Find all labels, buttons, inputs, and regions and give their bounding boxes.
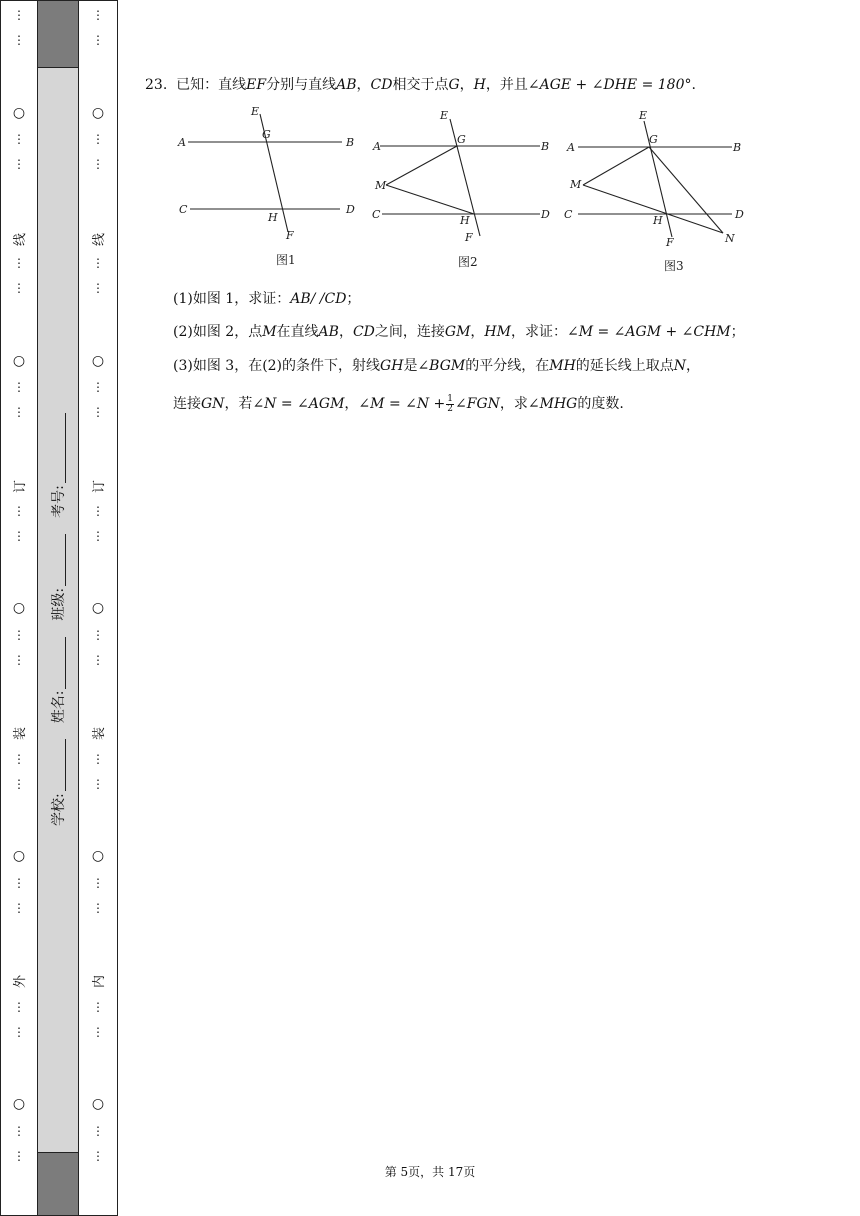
number-label: 考号:: [51, 485, 67, 518]
school-label: 学校:: [51, 793, 67, 826]
page-footer: 第 5页，共 17页: [384, 1165, 476, 1179]
dot-glyph: ⋮: [13, 628, 25, 642]
part1-text: ；: [346, 291, 361, 307]
dot-glyph: ⋮: [13, 380, 25, 394]
inner-dotted-segment: [79, 995, 117, 1093]
fig2-label-m: M: [375, 179, 387, 192]
dot-glyph: ⋮: [92, 256, 104, 270]
dot-glyph: ⋮: [92, 8, 104, 22]
dot-glyph: ⋮: [13, 528, 25, 543]
inner-circle-icon: ○: [91, 1096, 105, 1112]
fig1-label-b: B: [346, 136, 355, 149]
bottom-gray-block: [38, 1152, 78, 1215]
name-field[interactable]: [51, 637, 66, 689]
fig3-segment-gm: [583, 147, 649, 185]
dot-glyph: ⋮: [13, 1148, 25, 1163]
part3b-math: ∠FGN: [455, 396, 500, 412]
dot-glyph: ⋮: [13, 1124, 25, 1138]
dot-glyph: ⋮: [92, 776, 104, 791]
part2-text: ；: [730, 324, 745, 340]
dot-glyph: ⋮: [92, 132, 104, 146]
question-part-3-continued: [173, 393, 624, 414]
fig3-label-b: B: [733, 141, 742, 154]
outer-circle-icon: ○: [12, 353, 26, 369]
fig3-label-e: E: [639, 109, 648, 122]
outer-binding-strip: [0, 0, 38, 1216]
fraction: [446, 395, 454, 414]
dot-glyph: ⋮: [92, 380, 104, 394]
dot-glyph: ⋮: [13, 652, 25, 667]
number-field[interactable]: [51, 413, 66, 483]
outer-dotted-segment: [1, 995, 37, 1093]
inner-dotted-segment: [79, 127, 117, 225]
dot-glyph: ⋮: [13, 156, 25, 171]
dot-glyph: ⋮: [13, 256, 25, 270]
inner-circle-icon: ○: [91, 353, 105, 369]
question-number: 23.: [145, 77, 168, 93]
dot-glyph: ⋮: [92, 628, 104, 642]
inner-margin-label: [79, 972, 117, 991]
part1-text: (1)如图 1，求证：: [173, 291, 291, 307]
fig2-label-a: A: [373, 140, 381, 153]
dot-glyph: ⋮: [13, 504, 25, 518]
class-field[interactable]: [51, 534, 66, 586]
outer-margin-label-text: 装: [13, 726, 29, 741]
dot-glyph: ⋮: [13, 752, 25, 766]
part3-text: 的平分线，在: [465, 358, 550, 374]
fig2-label-d: D: [541, 208, 550, 221]
dot-glyph: ⋮: [13, 876, 25, 890]
fraction-denominator: 2: [447, 403, 454, 414]
inner-circle-icon: ○: [91, 848, 105, 864]
dot-glyph: ⋮: [13, 280, 25, 295]
dot-glyph: ⋮: [92, 652, 104, 667]
figure-3: [564, 109, 744, 273]
fig3-label-c: C: [564, 208, 573, 221]
part3-text: 的延长线上取点: [575, 358, 674, 374]
outer-margin-label-text: 外: [13, 974, 29, 989]
part3b-text: ，: [344, 396, 359, 412]
part3b-math: ∠MHG: [527, 396, 578, 412]
question-part-2: [173, 321, 745, 341]
part2-math: GM: [444, 324, 471, 340]
dot-glyph: ⋮: [92, 528, 104, 543]
fig2-label-f: F: [465, 231, 473, 244]
fig3-label-n: N: [725, 232, 735, 245]
dot-glyph: ⋮: [13, 132, 25, 146]
stem-text: .: [691, 77, 696, 93]
fig2-label-h: H: [460, 214, 470, 227]
fig3-label-d: D: [735, 208, 744, 221]
dot-glyph: ⋮: [13, 900, 25, 915]
stem-math: G: [448, 77, 460, 93]
stem-text: ，: [459, 77, 474, 93]
dot-glyph: ⋮: [92, 1124, 104, 1138]
fig1-label-c: C: [179, 203, 188, 216]
outer-circle-icon: ○: [12, 105, 26, 121]
inner-circle-icon: ○: [91, 105, 105, 121]
fig1-label-h: H: [268, 211, 278, 224]
part3b-text: ，求: [499, 396, 528, 412]
outer-dotted-segment: [1, 251, 37, 349]
part2-math: HM: [484, 324, 511, 340]
dot-glyph: ⋮: [92, 752, 104, 766]
part3-math: MH: [549, 358, 576, 374]
inner-dotted-segment: [79, 375, 117, 473]
outer-margin-label: [1, 972, 37, 991]
name-label: 姓名:: [51, 690, 67, 724]
question-stem: [145, 74, 696, 94]
stem-text: 分别与直线: [266, 77, 337, 93]
dot-glyph: ⋮: [92, 1024, 104, 1039]
dot-glyph: ⋮: [92, 900, 104, 915]
fig3-label-h: H: [653, 214, 663, 227]
inner-dotted-segment: [79, 3, 117, 101]
question-part-1: [173, 288, 360, 308]
inner-dotted-segment: [79, 623, 117, 721]
outer-dotted-segment: [1, 871, 37, 969]
top-gray-block: [38, 1, 78, 68]
dot-glyph: ⋮: [92, 1148, 104, 1163]
outer-margin-label: [1, 230, 37, 249]
inner-margin-label-text: 装: [92, 726, 108, 741]
fig2-label-e: E: [440, 109, 449, 122]
dot-glyph: ⋮: [92, 32, 104, 47]
fig1-label-e: E: [251, 105, 260, 118]
inner-margin-label: [79, 724, 117, 743]
fig1-label-g: G: [262, 128, 271, 141]
part3-text: 是: [403, 358, 418, 374]
stem-math: CD: [370, 77, 393, 93]
stem-math: ∠AGE + ∠DHE = 180°: [527, 77, 692, 93]
dot-glyph: ⋮: [13, 32, 25, 47]
fig3-label-m: M: [570, 178, 582, 191]
part3-math: GH: [380, 358, 404, 374]
fig1-label-d: D: [346, 203, 355, 216]
fig1-label-a: A: [178, 136, 186, 149]
inner-margin-label-text: 线: [92, 232, 108, 247]
outer-circle-icon: ○: [12, 848, 26, 864]
part3-text: ，: [686, 358, 701, 374]
part2-text: ，: [338, 324, 353, 340]
dot-glyph: ⋮: [92, 280, 104, 295]
part2-text: (2)如图 2，点: [173, 324, 263, 340]
stem-text: 相交于点: [392, 77, 449, 93]
fig1-label-f: F: [286, 229, 294, 242]
part3-math: N: [673, 358, 687, 374]
school-field[interactable]: [51, 739, 66, 791]
part3b-math: ∠M = ∠N +: [358, 396, 446, 412]
part3b-text: 的度数.: [577, 396, 624, 412]
fraction-numerator: 1: [447, 393, 454, 404]
part3b-text: ，若: [224, 396, 253, 412]
fig3-label-g: G: [649, 133, 658, 146]
outer-dotted-segment: [1, 3, 37, 101]
dot-glyph: ⋮: [92, 876, 104, 890]
dot-glyph: ⋮: [13, 776, 25, 791]
outer-margin-label-text: 订: [13, 479, 29, 494]
fig2-segment-gm: [386, 146, 457, 185]
part3-text: (3)如图 3，在(2)的条件下，射线: [173, 358, 381, 374]
stem-text: ，: [356, 77, 371, 93]
dot-glyph: ⋮: [92, 1000, 104, 1014]
part3b-math: GN: [201, 396, 225, 412]
fig3-label-f: F: [666, 236, 674, 249]
outer-margin-label-text: 线: [13, 232, 29, 247]
outer-margin-label: [1, 724, 37, 743]
dot-glyph: ⋮: [13, 1024, 25, 1039]
dot-glyph: ⋮: [13, 8, 25, 22]
fig1-caption: 图1: [276, 253, 296, 267]
part2-math: M: [262, 324, 277, 340]
stem-math: EF: [246, 77, 267, 93]
dot-glyph: ⋮: [92, 504, 104, 518]
stem-text: ，并且: [485, 77, 528, 93]
figure-2: [372, 109, 550, 269]
fig2-label-c: C: [372, 208, 381, 221]
inner-dotted-segment: [79, 499, 117, 597]
part2-text: 在直线: [276, 324, 319, 340]
inner-binding-strip: [78, 0, 118, 1216]
fig3-caption: 图3: [664, 259, 684, 273]
outer-dotted-segment: [1, 623, 37, 721]
part1-math: AB/ /CD: [290, 291, 347, 307]
inner-margin-label-text: 内: [92, 974, 108, 989]
part2-math: ∠M = ∠AGM + ∠CHM: [566, 324, 731, 340]
fig2-label-b: B: [541, 140, 550, 153]
inner-margin-label: [79, 230, 117, 249]
inner-margin-label: [79, 477, 117, 496]
fig2-segment-hm: [386, 185, 474, 214]
outer-dotted-segment: [1, 127, 37, 225]
inner-dotted-segment: [79, 251, 117, 349]
figure-1: [177, 105, 355, 267]
student-info-fields: [40, 396, 76, 826]
stem-text: 已知：直线: [176, 77, 247, 93]
part2-text: ，求证：: [510, 324, 567, 340]
question-part-3: [173, 355, 700, 375]
part2-math: AB: [318, 324, 339, 340]
inner-margin-label-text: 订: [92, 479, 108, 494]
outer-margin-label: [1, 477, 37, 496]
geometry-figures: [170, 100, 760, 280]
dot-glyph: ⋮: [92, 156, 104, 171]
outer-dotted-segment: [1, 375, 37, 473]
part3b-text: 连接: [173, 396, 201, 412]
inner-circle-icon: ○: [91, 600, 105, 616]
part2-math: CD: [352, 324, 375, 340]
class-label: 班级:: [51, 587, 67, 621]
stem-math: AB: [336, 77, 357, 93]
dot-glyph: ⋮: [13, 404, 25, 419]
fig2-label-g: G: [457, 133, 466, 146]
inner-dotted-segment: [79, 747, 117, 845]
part3-math: ∠BGM: [417, 358, 466, 374]
fig3-label-a: A: [567, 141, 575, 154]
part2-text: 之间，连接: [374, 324, 445, 340]
outer-circle-icon: ○: [12, 600, 26, 616]
student-info-strip: [38, 0, 78, 1216]
outer-dotted-segment: [1, 499, 37, 597]
inner-dotted-segment: [79, 871, 117, 969]
part3b-math: ∠N = ∠AGM: [252, 396, 345, 412]
part2-text: ，: [470, 324, 485, 340]
dot-glyph: ⋮: [92, 404, 104, 419]
outer-circle-icon: ○: [12, 1096, 26, 1112]
outer-dotted-segment: [1, 747, 37, 845]
dot-glyph: ⋮: [13, 1000, 25, 1014]
stem-math: H: [473, 77, 486, 93]
fig2-caption: 图2: [458, 255, 478, 269]
